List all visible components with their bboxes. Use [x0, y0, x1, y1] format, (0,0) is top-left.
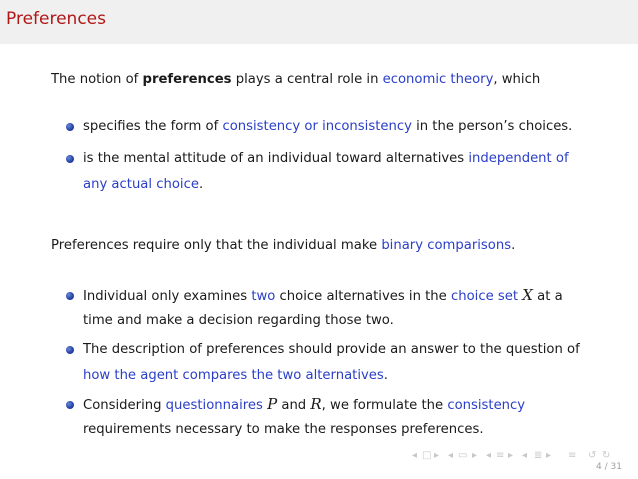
bullet-text: at a — [532, 289, 563, 304]
nav-right-arrow-2-icon[interactable]: ▸ — [472, 450, 478, 461]
bullet-text: time and make a decision regarding those two. — [83, 313, 394, 328]
nav-left-arrow-1-icon[interactable]: ◂ — [412, 450, 418, 461]
para2-text-1: Preferences require only that the individual make — [51, 238, 382, 253]
slide-title: Preferences — [6, 9, 106, 29]
bullet-text: is the mental attitude of an individual toward alternatives — [83, 151, 469, 166]
bullet-link: consistency or inconsistency — [222, 119, 412, 134]
nav-section-icon[interactable]: ≡ — [496, 450, 505, 461]
bullet-marker — [66, 346, 74, 354]
bullet-marker — [66, 123, 74, 131]
bullet-text: The description of preferences should provide an answer to the question of — [83, 342, 580, 357]
title-bar — [0, 0, 638, 44]
intro-text-2: plays a central role in — [231, 72, 383, 87]
nav-left-arrow-2-icon[interactable]: ◂ — [448, 450, 454, 461]
bullet-text: requirements necessary to make the responses preferences. — [83, 422, 484, 437]
nav-left-arrow-3-icon[interactable]: ◂ — [486, 450, 492, 461]
beamer-navigation — [412, 450, 624, 464]
bullet-link: any actual choice — [83, 177, 199, 192]
nav-subsection-icon[interactable]: ▭ — [458, 450, 468, 461]
bullet-text: Individual only examines — [83, 289, 252, 304]
page-number: 4 / 31 — [596, 462, 622, 472]
bullet-item-3 — [83, 287, 563, 339]
bullet-link: choice set — [450, 289, 519, 304]
para2-text-2: . — [511, 238, 516, 253]
nav-forward-icon[interactable]: ↻ — [602, 450, 611, 461]
para2-link: binary comparisons — [381, 238, 512, 253]
bullet-marker — [66, 155, 74, 163]
bullet-item-2 — [83, 151, 569, 203]
nav-back-icon[interactable]: ↺ — [588, 450, 597, 461]
bullet-item-1 — [83, 119, 572, 135]
bullet-text: and — [277, 398, 311, 413]
bullet-link: consistency — [447, 398, 526, 413]
math-variable: X — [522, 286, 533, 304]
intro-link: economic theory — [382, 72, 494, 87]
intro-bold: preferences — [142, 72, 232, 87]
intro-text-1: The notion of — [51, 72, 143, 87]
bullet-text: Considering — [83, 398, 166, 413]
bullet-link: how the agent compares the two alternatives — [83, 368, 384, 383]
bullet-text: , we formulate the — [321, 398, 448, 413]
math-variable: R — [310, 395, 322, 413]
nav-frame-icon[interactable]: □ — [422, 450, 432, 461]
bullet-text: . — [198, 177, 204, 192]
nav-align-icon[interactable]: ≡ — [568, 450, 577, 461]
bullet-text: specifies the form of — [83, 119, 223, 134]
bullet-link: two — [251, 289, 276, 304]
bullet-text: choice alternatives in the — [275, 289, 451, 304]
bullet-link: independent of — [468, 151, 569, 166]
bullet-marker — [66, 292, 74, 300]
nav-right-arrow-1-icon[interactable]: ▸ — [434, 450, 440, 461]
bullet-link: questionnaires — [165, 398, 263, 413]
bullet-item-4 — [83, 342, 580, 394]
bullet-text: in the person’s choices. — [411, 119, 573, 134]
nav-doc-icon[interactable]: ≣ — [534, 450, 543, 461]
bullet-item-5 — [83, 396, 525, 448]
binary-paragraph — [51, 238, 515, 254]
bullet-marker — [66, 401, 74, 409]
nav-right-arrow-4-icon[interactable]: ▸ — [546, 450, 552, 461]
intro-text-3: , which — [493, 72, 541, 87]
intro-paragraph — [51, 72, 540, 88]
math-variable: P — [267, 395, 278, 413]
nav-right-arrow-3-icon[interactable]: ▸ — [508, 450, 514, 461]
bullet-text: . — [383, 368, 388, 383]
nav-left-arrow-4-icon[interactable]: ◂ — [522, 450, 528, 461]
